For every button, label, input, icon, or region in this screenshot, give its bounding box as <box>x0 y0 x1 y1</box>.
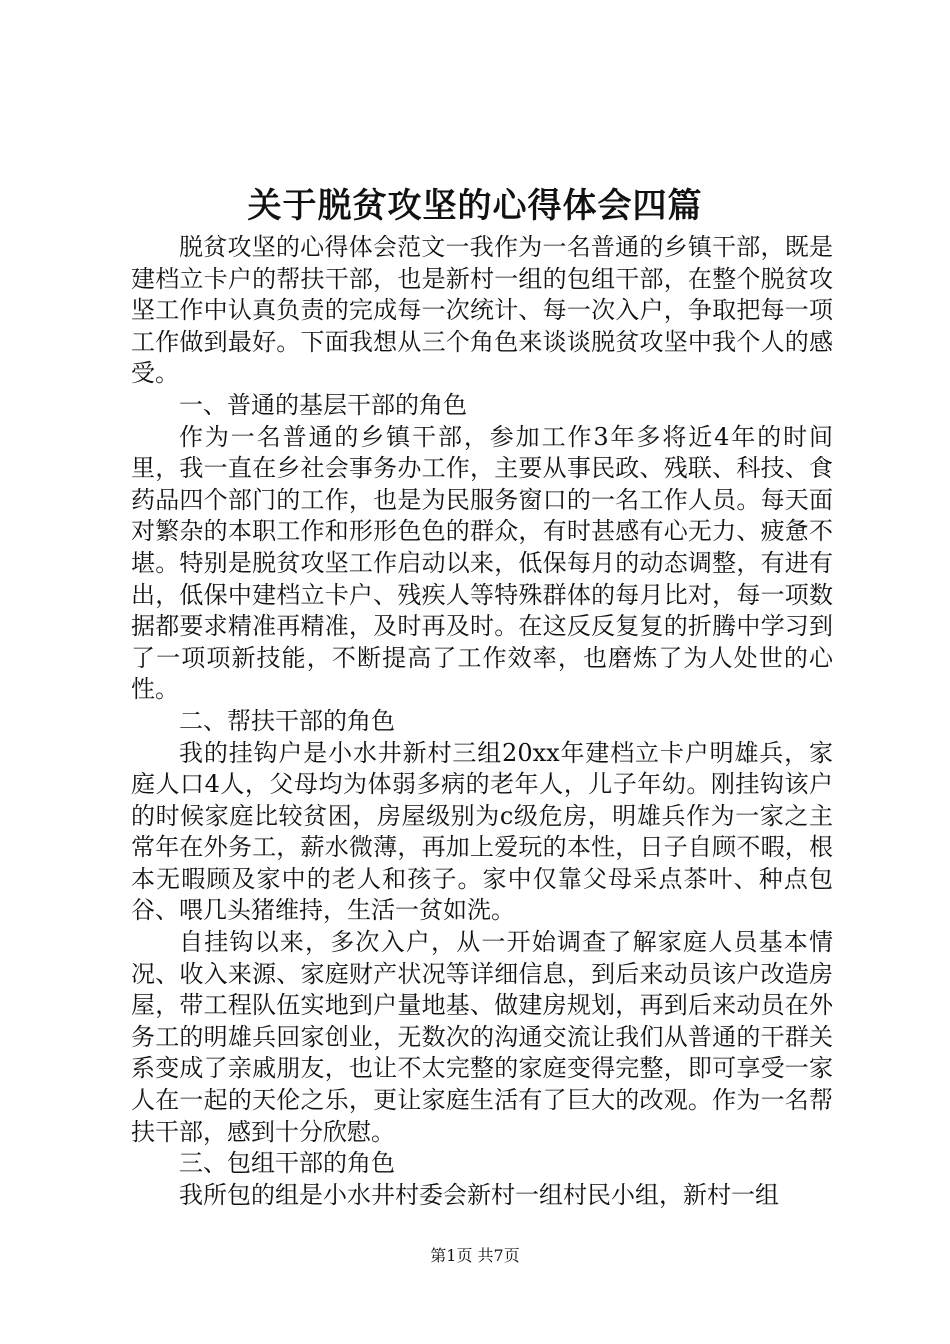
paragraph-section-3: 我所包的组是小水井村委会新村一组村民小组，新村一组 <box>179 1180 779 1209</box>
document-body <box>131 232 833 1211</box>
section-heading-2: 二、帮扶干部的角色 <box>179 706 395 735</box>
paragraph-section-2b: 自挂钩以来，多次入户，从一开始调查了解家庭人员基本情况、收入来源、家庭财产状况等详细信息，到后来动员该户改造房屋，带工程队伍实地到户量地基、做建房规划，再到后来动员在外务工的明雄兵回家创业，无数次的沟通交流让我们从普通的干群关系变成了亲戚朋友，也让不太完整的家庭变得完整，即可享受一家人在一起的天伦之乐，更让家庭生活有了巨大的改观。作为一名帮扶干部，感到十分欣慰。 <box>131 928 833 1146</box>
paragraph-section-2a: 我的挂钩户是小水井新村三组20xx年建档立卡户明雄兵，家庭人口4人，父母均为体弱多病的老年人，儿子年幼。刚挂钩该户的时候家庭比较贫困，房屋级别为c级危房，明雄兵作为一家之主常年在外务工，薪水微薄，再加上爱玩的本性，日子自顾不暇，根本无暇顾及家中的老人和孩子。家中仅靠父母采点茶叶、种点包谷、喂几头猪维持，生活一贫如洗。 <box>131 738 833 925</box>
paragraph-intro: 脱贫攻坚的心得体会范文一我作为一名普通的乡镇干部，既是建档立卡户的帮扶干部，也是新村一组的包组干部，在整个脱贫攻坚工作中认真负责的完成每一次统计、每一次入户，争取把每一项工作做到最好。下面我想从三个角色来谈谈脱贫攻坚中我个人的感受。 <box>131 233 833 388</box>
section-heading-1: 一、普通的基层干部的角色 <box>179 390 467 419</box>
page-footer: 第1页 共7页 <box>430 1246 520 1265</box>
document-title: 关于脱贫攻坚的心得体会四篇 <box>247 186 703 226</box>
paragraph-section-1: 作为一名普通的乡镇干部，参加工作3年多将近4年的时间里，我一直在乡社会事务办工作，主要从事民政、残联、科技、食药品四个部门的工作，也是为民服务窗口的一名工作人员。每天面对繁杂的本职工作和形形色色的群众，有时甚感有心无力、疲惫不堪。特别是脱贫攻坚工作启动以来，低保每月的动态调整，有进有出，低保中建档立卡户、残疾人等特殊群体的每月比对，每一项数据都要求精准再精准，及时再及时。在这反反复复的折腾中学习到了一项项新技能，不断提高了工作效率，也磨炼了为人处世的心性。 <box>131 422 833 704</box>
section-heading-3: 三、包组干部的角色 <box>179 1149 395 1178</box>
